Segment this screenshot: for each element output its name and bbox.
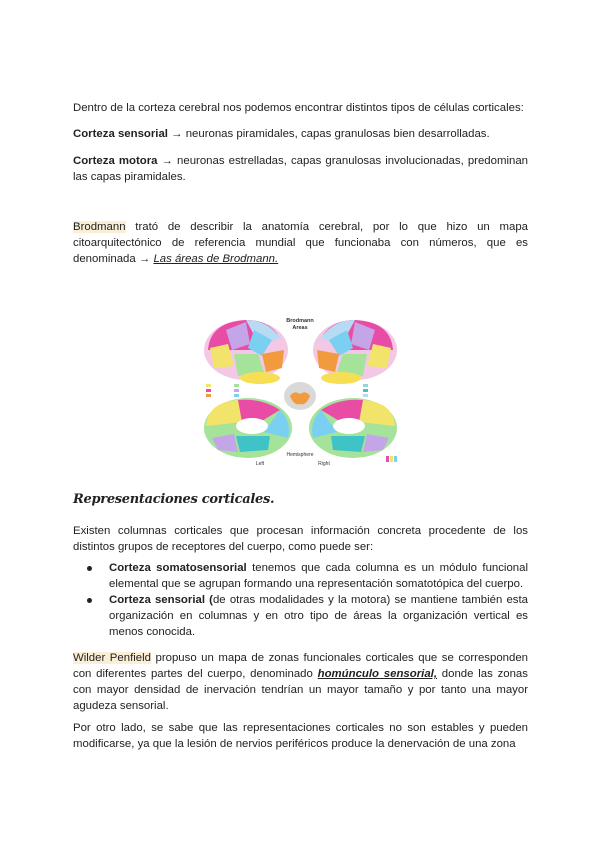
figure-title-line1: Brodmann: [286, 318, 314, 324]
last-paragraph: Por otro lado, se sabe que las representaciones corticales no son estables y pueden modificarse, ya que la lesión de nervios periféricos produce la denervación de una zona: [73, 722, 528, 750]
penfield-text1: propuso un mapa de zonas funcionales corticales que se corresponden con diferentes partes del cuerpo, denominado: [73, 652, 528, 680]
penfield-paragraph: [73, 650, 528, 714]
figure-title-line2: Areas: [292, 325, 308, 331]
penfield-text2: donde las zonas con mayor densidad de inervación tendrían un mayor tamaño y por tanto una mayor agudeza sensorial.: [73, 668, 528, 712]
left-medial-brain: [204, 398, 292, 458]
section-title: Representaciones corticales.: [73, 492, 275, 507]
figure-left-label: Left: [255, 461, 265, 467]
brodmann-name: Brodmann: [73, 221, 126, 233]
motor-cortex-term: Corteza motora: [73, 155, 158, 167]
right-medial-brain: [309, 398, 397, 458]
sensory-cortex-line: [73, 126, 528, 142]
homunculus-term: homúnculo sensorial,: [317, 668, 437, 680]
bullet-icon: [87, 566, 92, 571]
bullet-text: de otras modalidades y la motora) se mantiene también esta organización en columnas y en otro tipo de áreas la organización vertical es menos conocida.: [109, 594, 528, 638]
arrow: →: [157, 155, 178, 167]
right-lateral-brain: [313, 320, 397, 384]
bullet-text: tenemos que cada columna es un módulo funcional elemental que se agrupan formando una representación somatotópica del cuerpo.: [109, 562, 528, 590]
brodmann-link[interactable]: Las áreas de Brodmann.: [153, 253, 279, 265]
bullet-term: Corteza somatosensorial: [109, 562, 247, 574]
arrow: →: [138, 253, 154, 265]
figure-logo-icon: [386, 456, 397, 462]
arrow: →: [167, 128, 186, 140]
motor-cortex-line: [73, 153, 528, 185]
brodmann-areas-figure: [198, 310, 403, 470]
left-lateral-brain: [204, 320, 288, 384]
bullet-icon: [87, 598, 92, 603]
brodmann-text: trató de describir la anatomía cerebral, por lo que hizo un mapa citoarquitectónico de referencia mundial que funcionaba con números, que es denominada: [73, 221, 528, 265]
figure-right-label: Right: [318, 461, 330, 467]
columns-intro-paragraph: Existen columnas corticales que procesan información concreta procedente de los distintos grupos de receptores del cuerpo, como puede ser:: [73, 525, 528, 553]
sensory-cortex-term: Corteza sensorial: [73, 128, 168, 140]
sensory-cortex-desc: neuronas piramidales, capas granulosas bien desarrolladas.: [185, 128, 490, 140]
intro-paragraph: Dentro de la corteza cerebral nos podemos encontrar distintos tipos de células corticales:: [73, 102, 524, 114]
list-item: [73, 560, 528, 592]
cortex-bullet-list: [73, 560, 528, 640]
list-item: [73, 592, 528, 640]
bullet-term: Corteza sensorial (: [109, 594, 213, 606]
penfield-name: Wilder Penfield: [73, 652, 151, 664]
brodmann-paragraph: [73, 219, 528, 267]
figure-hemisphere-label: Hemisphere: [286, 452, 314, 458]
motor-cortex-desc: neuronas estrelladas, capas granulosas involucionadas, predominan las capas piramidales.: [73, 155, 528, 183]
